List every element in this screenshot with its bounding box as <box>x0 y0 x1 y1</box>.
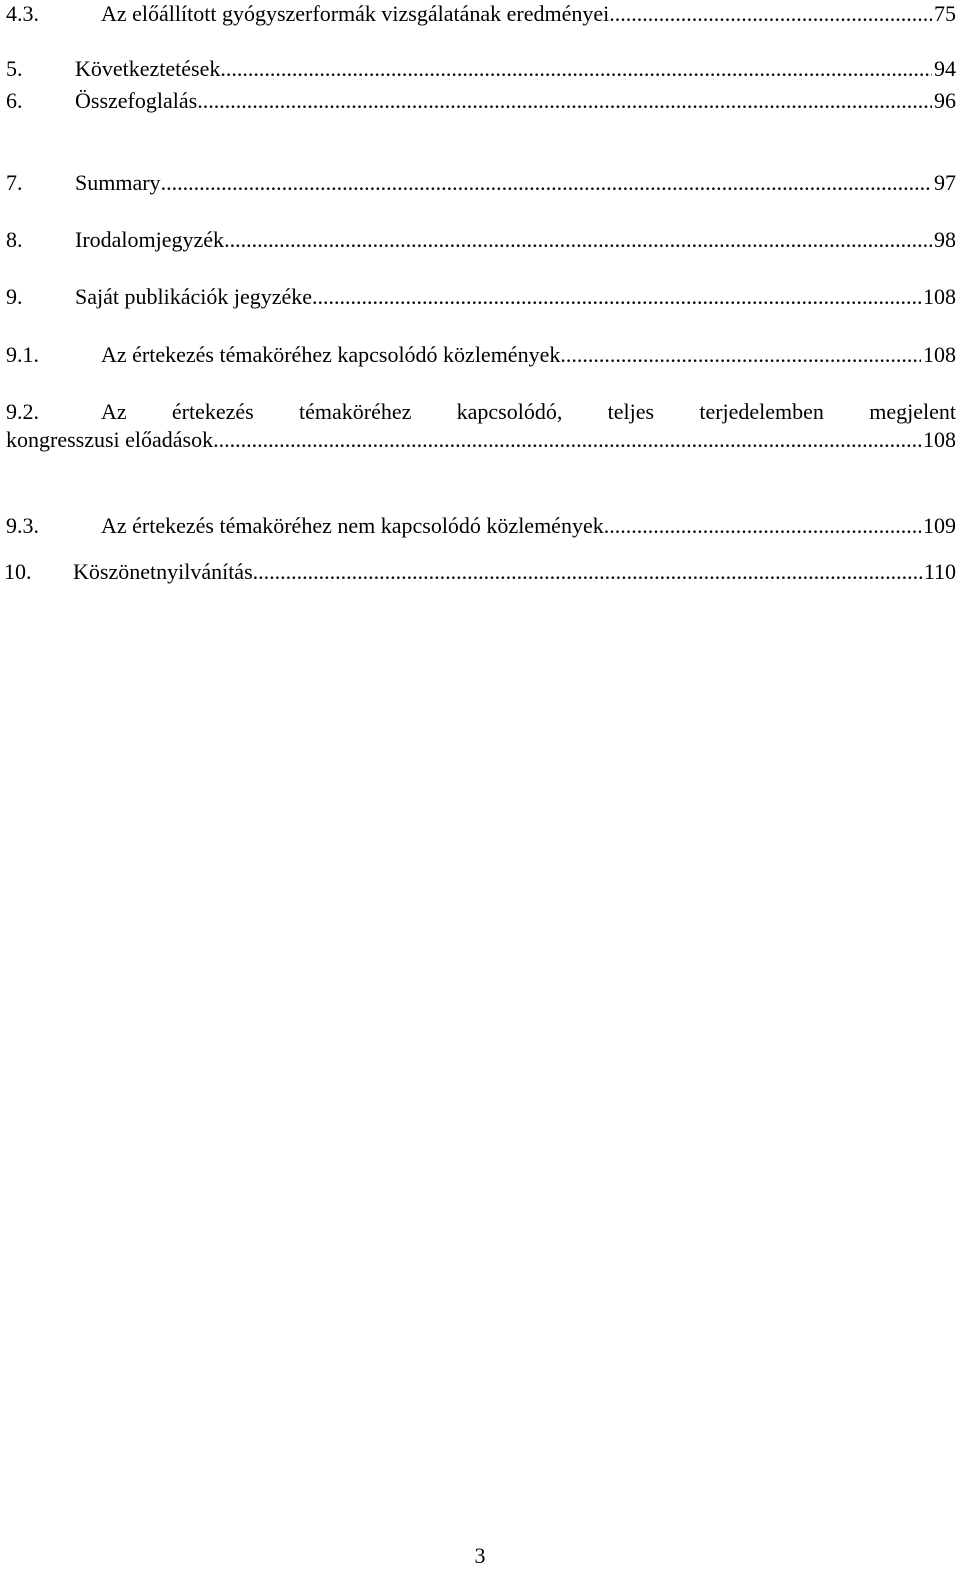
toc-entry-title <box>101 398 956 426</box>
toc-entry <box>6 55 956 87</box>
toc-entry-title: Summary <box>75 170 161 195</box>
toc-entry-number: 8. <box>6 227 23 252</box>
toc-entry-title: Köszönetnyilvánítás <box>73 559 253 584</box>
toc-entry-title: Saját publikációk jegyzéke <box>75 284 313 309</box>
toc-entry-page: 110 <box>923 559 956 584</box>
toc-entry <box>6 283 956 315</box>
toc-entry-title-word: teljes <box>607 399 655 424</box>
dot-leader <box>220 55 932 83</box>
toc-entry-number: 9. <box>6 284 23 309</box>
dot-leader <box>253 558 922 586</box>
toc-entry-title-word: terjedelemben <box>699 399 824 424</box>
dot-leader <box>604 512 921 540</box>
toc-entry <box>6 169 956 201</box>
toc-entry-number: 4.3. <box>6 1 39 26</box>
dot-leader <box>609 0 932 28</box>
toc-entry-number: 9.3. <box>6 513 39 538</box>
toc-entry-number: 6. <box>6 88 23 113</box>
toc-entry-number: 10. <box>4 559 32 584</box>
toc-entry <box>6 226 956 258</box>
page-number: 3 <box>474 1543 486 1568</box>
dot-leader <box>560 341 921 369</box>
toc-entry-title: Összefoglalás <box>75 88 198 113</box>
toc-entry-page: 98 <box>934 227 956 252</box>
toc-entry-title-continued: kongresszusi előadások <box>6 427 214 452</box>
dot-leader <box>312 283 921 311</box>
toc-entry <box>6 0 956 32</box>
toc-entry-title-word: értekezés <box>171 399 254 424</box>
toc-entry-page: 109 <box>923 513 956 538</box>
toc-entry-title: Irodalomjegyzék <box>75 227 225 252</box>
toc-entry-page: 108 <box>923 427 956 452</box>
toc-entry <box>6 512 956 544</box>
toc-entry-page: 97 <box>934 170 956 195</box>
toc-entry-page: 108 <box>923 342 956 367</box>
dot-leader <box>213 426 921 454</box>
toc-entry-number: 9.2. <box>6 399 39 424</box>
toc-entry-title-word: Az <box>101 399 127 424</box>
dot-leader <box>197 87 932 115</box>
toc-entry <box>6 87 956 119</box>
toc-entry-title: Az értekezés témaköréhez kapcsolódó közlemények <box>101 342 561 367</box>
toc-entry-number: 7. <box>6 170 23 195</box>
toc-entry-number: 9.1. <box>6 342 39 367</box>
toc-entry <box>6 341 956 373</box>
toc-entry-title: Az előállított gyógyszerformák vizsgálatának eredményei <box>101 1 610 26</box>
toc-entry-title-word: megjelent <box>869 399 956 424</box>
toc-entry-page: 75 <box>934 1 956 26</box>
toc-entry <box>4 558 956 590</box>
toc-entry-number: 5. <box>6 56 23 81</box>
dot-leader <box>161 169 932 197</box>
toc-entry-title: Az értekezés témaköréhez nem kapcsolódó közlemények <box>101 513 604 538</box>
toc-entry-page: 96 <box>934 88 956 113</box>
toc-entry-title-word: kapcsolódó, <box>456 399 563 424</box>
dot-leader <box>224 226 932 254</box>
toc-entry-page: 108 <box>923 284 956 309</box>
toc-entry <box>6 398 956 462</box>
toc-entry-title-word: témaköréhez <box>299 399 412 424</box>
toc-entry-title: Következtetések <box>75 56 221 81</box>
toc-entry-page: 94 <box>934 56 956 81</box>
